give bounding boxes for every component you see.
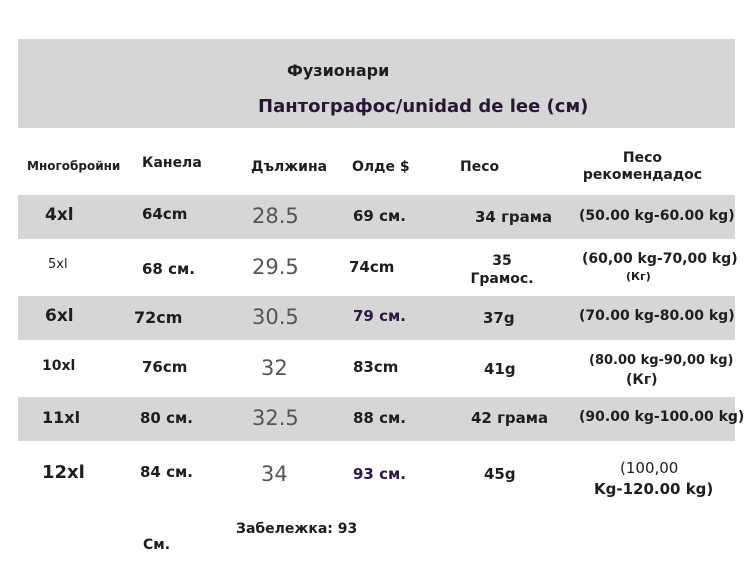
recommended-cell: (90.00 kg-100.00 kg) [579, 409, 745, 425]
size-cell: 4xl [45, 205, 74, 225]
length-cell: 30.5 [252, 305, 299, 329]
weight-cell [462, 252, 542, 288]
recommended-cell: (60,00 kg-70,00 kg) [582, 251, 738, 267]
col-header-weight: Песо [460, 159, 500, 175]
col-header-sizes: Многобройни [27, 159, 121, 173]
sleeve-cell: 69 см. [353, 207, 406, 225]
size-cell: 12xl [42, 462, 85, 483]
size-cell: 11xl [42, 408, 81, 427]
recommended-cell-line2: Kg-120.00 kg) [594, 480, 714, 498]
col-header-recommended-line1: Песо [622, 150, 663, 166]
size-cell: 10xl [42, 358, 76, 374]
weight-cell: 45g [484, 465, 516, 483]
sleeve-cell: 88 см. [353, 409, 406, 427]
weight-cell: 34 грама [475, 208, 553, 226]
chest-cell: 72cm [134, 308, 183, 327]
length-cell: 29.5 [252, 255, 299, 279]
size-cell: 6xl [45, 306, 74, 326]
weight-cell-line1: 35 [492, 253, 512, 269]
col-header-length: Дължина [251, 159, 328, 175]
length-cell: 34 [261, 462, 288, 486]
chest-cell: 68 см. [142, 260, 195, 278]
weight-cell: 37g [483, 309, 515, 327]
sleeve-cell: 83cm [353, 358, 399, 376]
recommended-cell: (50.00 kg-60.00 kg) [579, 208, 735, 224]
size-cell: 5xl [48, 257, 68, 272]
sleeve-cell: 74cm [349, 258, 395, 276]
weight-cell: 42 грама [471, 409, 549, 427]
recommended-cell: (100,00 [620, 459, 679, 477]
sleeve-cell: 79 см. [353, 307, 406, 325]
length-cell: 32 [261, 356, 288, 380]
chest-cell: 76cm [142, 358, 188, 376]
recommended-cell-unit: (Кг) [626, 270, 651, 283]
col-header-sleeve: Олде $ [352, 159, 410, 175]
page-subtitle: Пантографос/unidad de lee (см) [258, 96, 589, 117]
length-cell: 32.5 [252, 406, 299, 430]
sleeve-cell: 93 см. [353, 465, 406, 483]
footnote-unit: См. [143, 537, 171, 553]
weight-cell-line2: Грамос. [470, 271, 534, 287]
footnote: Забележка: 93 [236, 521, 358, 537]
page-title: Фузионари [287, 61, 390, 80]
recommended-cell-unit: (Кг) [626, 372, 658, 388]
col-header-recommended-line2: рекомендадос [582, 167, 703, 183]
length-cell: 28.5 [252, 204, 299, 228]
weight-cell: 41g [484, 360, 516, 378]
col-header-recommended [560, 150, 725, 184]
col-header-chest: Канела [142, 155, 202, 171]
recommended-cell: (70.00 kg-80.00 kg) [579, 308, 735, 324]
chest-cell: 64cm [142, 205, 188, 223]
chest-cell: 80 см. [140, 409, 193, 427]
recommended-cell: (80.00 kg-90,00 kg) [589, 353, 734, 368]
chest-cell: 84 см. [140, 463, 193, 481]
